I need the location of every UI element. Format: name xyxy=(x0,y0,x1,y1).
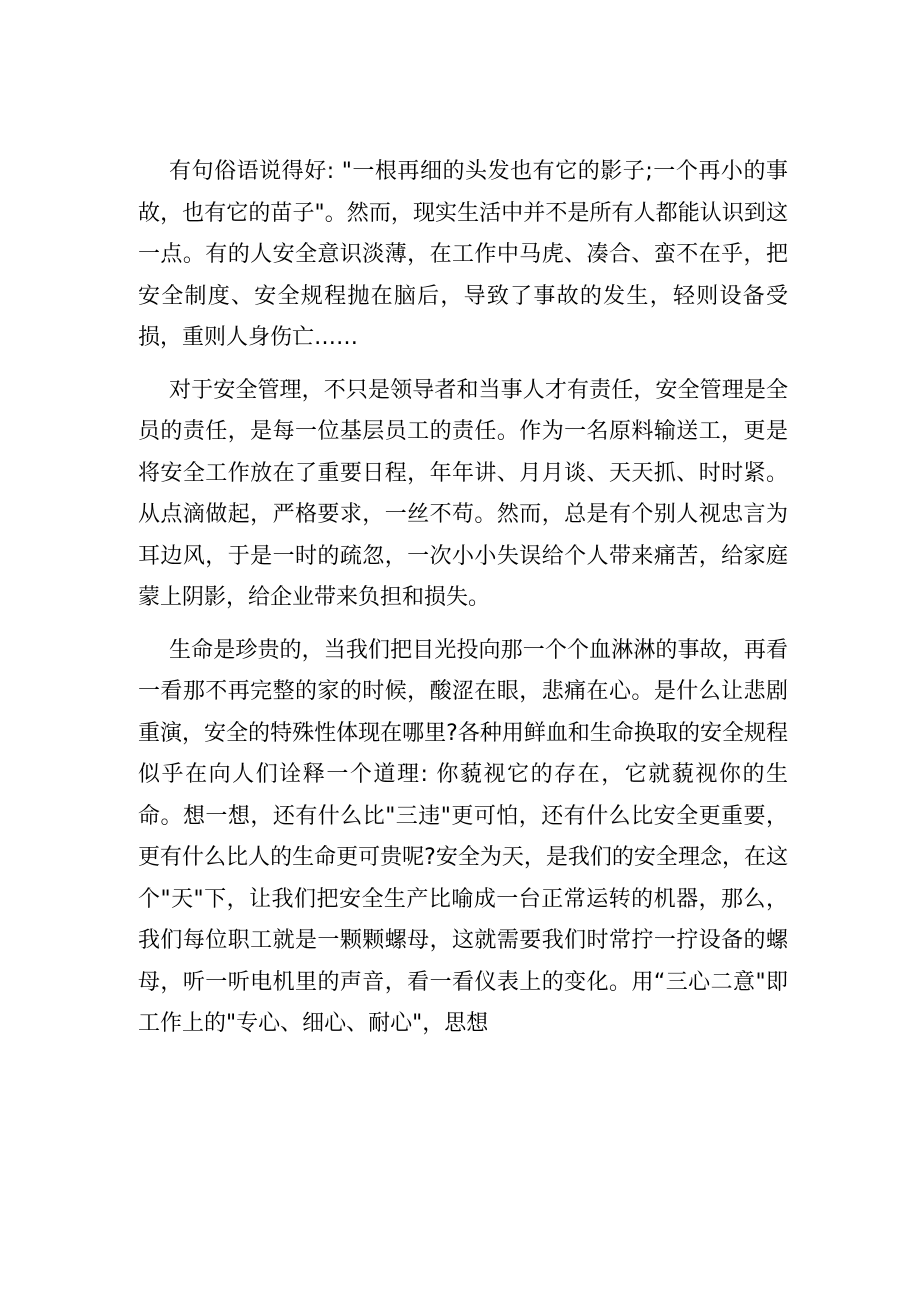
document-body xyxy=(138,151,788,1045)
paragraph-proverb: 有句俗语说得好: "一根再细的头发也有它的影子;一个再小的事故，也有它的苗子"。然而，现实生活中并不是所有人都能认识到这一点。有的人安全意识淡薄，在工作中马虎、凑合、蛮不在乎，把安全制度、安全规程抛在脑后，导致了事故的发生，轻则设备受损，重则人身伤亡…… xyxy=(138,159,788,350)
paragraph-life-is-precious: 生命是珍贵的，当我们把目光投向那一个个血淋淋的事故，再看一看那不再完整的家的时候，酸涩在眼，悲痛在心。是什么让悲剧重演，安全的特殊性体现在哪里?各种用鲜血和生命换取的安全规程似乎在向人们诠释一个道理: 你藐视它的存在，它就藐视你的生命。想一想，还有什么比"三违"更可怕，还有什么比安全更重要，更有什么比人的生命更可贵呢?安全为天，是我们的安全理念，在这个"天"下，让我们把安全生产比喻成一台正常运转的机器，那么，我们每位职工就是一颗颗螺母，这就需要我们时常拧一拧设备的螺母，听一听电机里的声音，看一看仪表上的变化。用“三心二意"即工作上的"专心、细心、耐心"，思想 xyxy=(138,637,788,1036)
paragraph-safety-management: 对于安全管理，不只是领导者和当事人才有责任，安全管理是全员的责任，是每一位基层员工的责任。作为一名原料输送工，更是将安全工作放在了重要日程，年年讲、月月谈、天天抓、时时紧。从点滴做起，严格要求，一丝不苟。然而，总是有个别人视忠言为耳边风，于是一时的疏忽，一次小小失误给个人带来痛苦，给家庭蒙上阴影，给企业带来负担和损失。 xyxy=(138,377,788,610)
